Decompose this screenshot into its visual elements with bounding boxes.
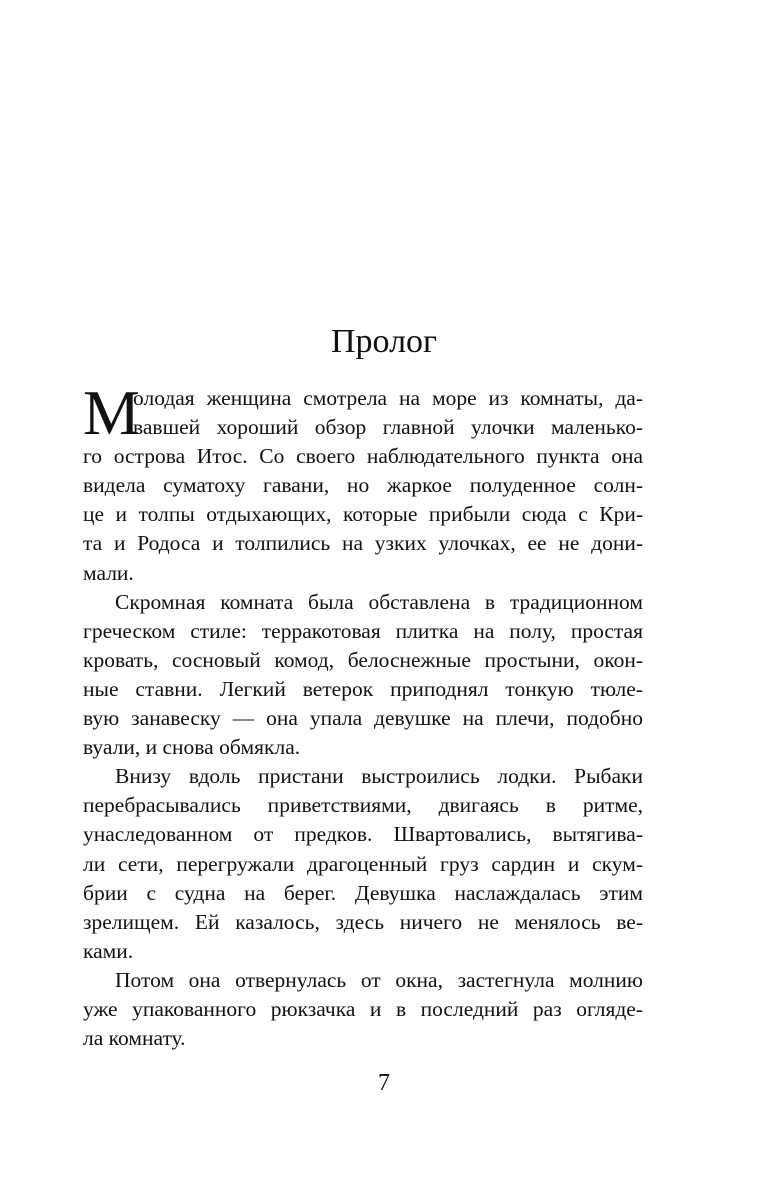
text-line: видела суматоху гавани, но жаркое полуденное солн- — [83, 473, 643, 498]
text-line: ли сети, перегружали драгоценный груз сардин и скум- — [83, 851, 643, 876]
text-line: Скромная комната была обставлена в традиционном — [115, 589, 643, 614]
text-line: ные ставни. Легкий ветерок приподнял тонкую тюле- — [83, 676, 643, 701]
body-text — [83, 377, 643, 1053]
text-line: перебрасывались приветствиями, двигаясь в ритме, — [83, 793, 643, 818]
text-line: мали. — [83, 560, 134, 585]
text-line: вую занавеску — она упала девушке на плечи, подобно — [83, 706, 643, 731]
text-line: унаследованном от предков. Швартовались, вытягива- — [83, 822, 643, 847]
text-line: та и Родоса и толпились на узких улочках, ее не дони- — [83, 531, 643, 556]
text-line: го острова Итос. Со своего наблюдательного пункта она — [83, 444, 643, 469]
text-line: Потом она отвернулась от окна, застегнула молнию — [115, 967, 643, 992]
text-line: ла комнату. — [83, 1026, 186, 1051]
text-line: ками. — [83, 938, 134, 963]
chapter-title: Пролог — [330, 323, 438, 360]
text-line: кровать, сосновый комод, белоснежные простыни, окон- — [83, 647, 643, 672]
text-line: брии с судна на берег. Девушка наслаждалась этим — [83, 880, 643, 905]
text-line: уже упакованного рюкзачка и в последний раз огляде- — [83, 996, 643, 1021]
text-line: Внизу вдоль пристани выстроились лодки. Рыбаки — [115, 764, 643, 789]
text-line: це и толпы отдыхающих, которые прибыли сюда с Кри- — [83, 502, 643, 527]
text-line: греческом стиле: терракотовая плитка на полу, простая — [83, 618, 643, 643]
text-line: зрелищем. Ей казалось, здесь ничего не менялось ве- — [83, 909, 643, 934]
drop-cap: М — [83, 377, 140, 448]
text-line: вуали, и снова обмякла. — [83, 735, 301, 760]
text-line: вавшей хороший обзор главной улочки маленько- — [133, 415, 643, 440]
page-number: 7 — [378, 1070, 390, 1096]
text-line: олодая женщина смотрела на море из комнаты, да- — [133, 386, 643, 410]
